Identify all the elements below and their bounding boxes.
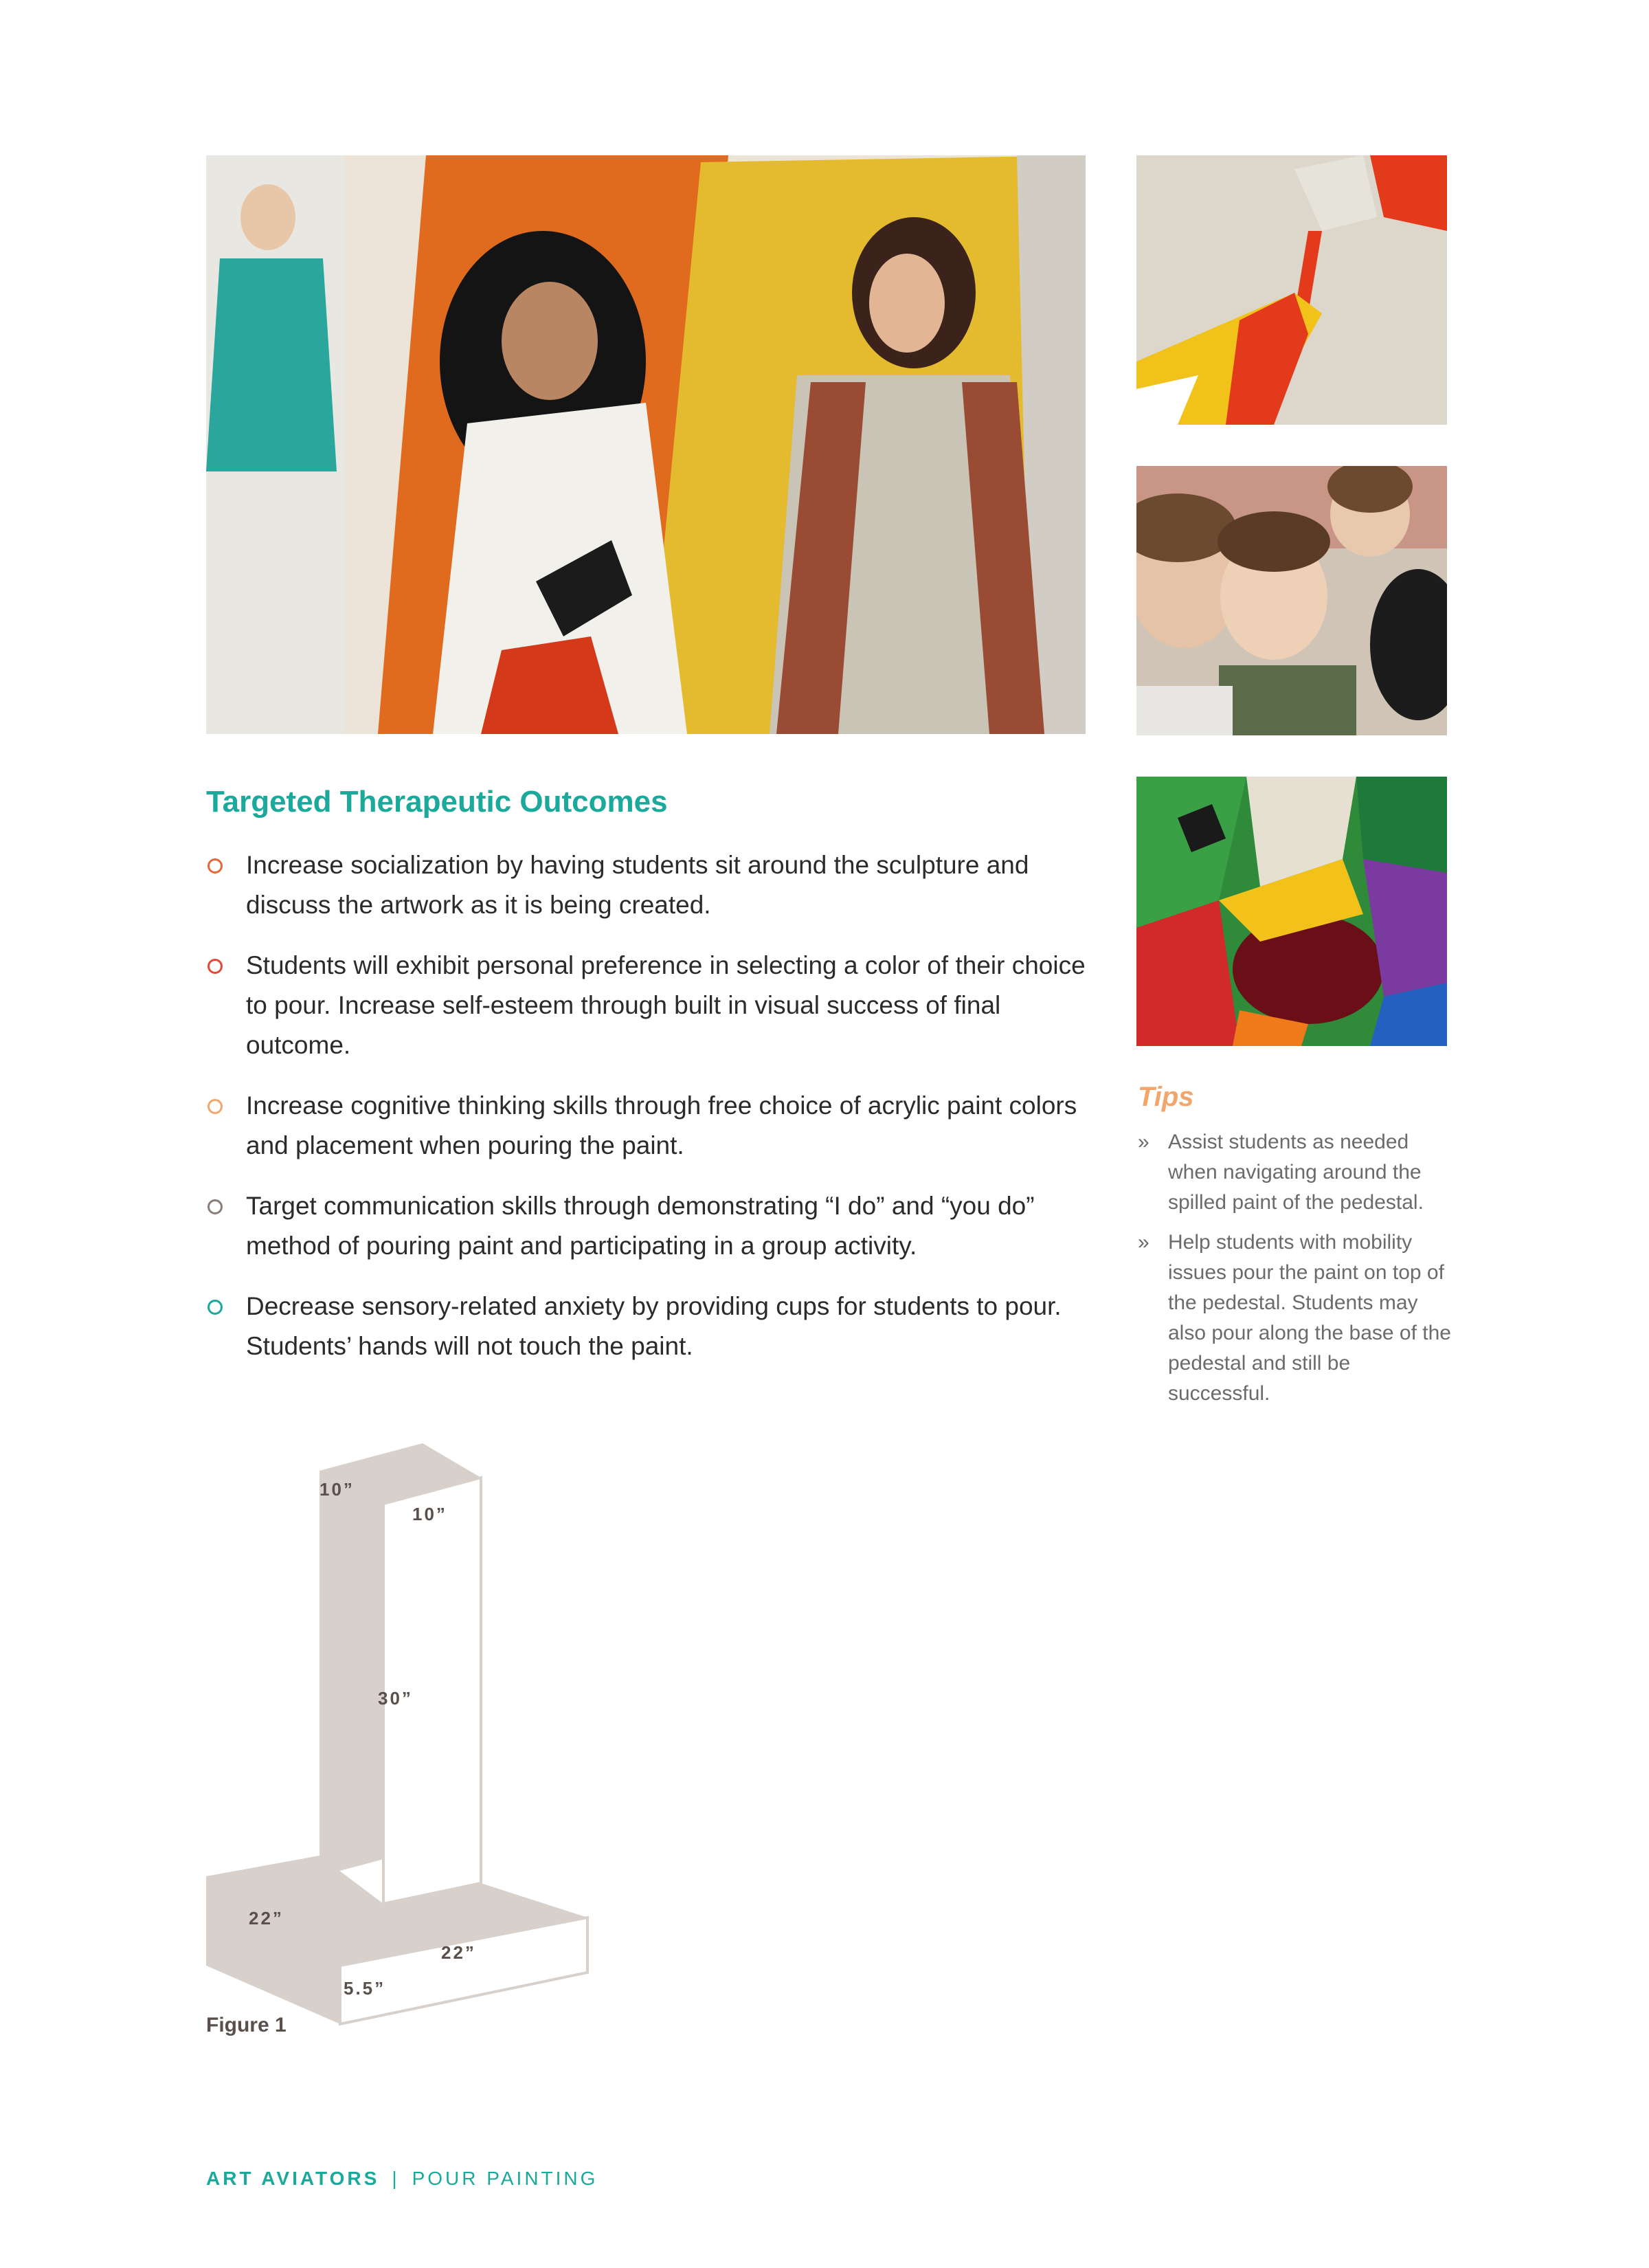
- outcome-text: Decrease sensory-related anxiety by providing cups for students to pour. Students’ hands will not touch the paint.: [246, 1292, 1062, 1360]
- outcome-text: Increase cognitive thinking skills through free choice of acrylic paint colors and placement when pouring the paint.: [246, 1091, 1077, 1159]
- dim-base-width: 22”: [441, 1942, 476, 1963]
- outcomes-title: Targeted Therapeutic Outcomes: [206, 785, 668, 819]
- chevron-bullet-icon: »: [1138, 1231, 1149, 1254]
- circle-bullet-icon: [207, 1199, 223, 1214]
- chevron-bullet-icon: »: [1138, 1131, 1149, 1153]
- pour-photo: [1136, 155, 1447, 425]
- footer-brand: ART AVIATORS: [206, 2168, 380, 2189]
- dim-column-depth: 10”: [319, 1479, 355, 1500]
- paint-photo-image: [1136, 777, 1447, 1046]
- outcome-item: [206, 1086, 1099, 1166]
- tips-list: [1138, 1127, 1454, 1419]
- dim-column-width: 10”: [412, 1504, 447, 1524]
- tips-title: Tips: [1138, 1082, 1194, 1112]
- outcomes-list: [206, 845, 1099, 1387]
- footer-section: POUR PAINTING: [412, 2168, 598, 2189]
- circle-bullet-icon: [207, 858, 223, 874]
- dim-base-depth: 22”: [249, 1908, 284, 1928]
- circle-bullet-icon: [207, 1300, 223, 1315]
- outcome-text: Students will exhibit personal preference in selecting a color of their choice to pour. Increase self-esteem through built in visual success of final outcome.: [246, 951, 1086, 1059]
- outcome-item: [206, 845, 1099, 925]
- figure-caption: Figure 1: [206, 2014, 287, 2036]
- page-footer: [206, 2168, 598, 2190]
- dim-column-height: 30”: [378, 1688, 413, 1709]
- outcome-item: [206, 946, 1099, 1065]
- tip-item: [1138, 1227, 1454, 1409]
- footer-separator: |: [392, 2168, 400, 2189]
- pour-photo-image: [1136, 155, 1447, 425]
- circle-bullet-icon: [207, 959, 223, 974]
- main-photo-image: [206, 155, 1086, 734]
- dim-base-height: 5.5”: [344, 1978, 386, 1999]
- pedestal-diagram: [206, 1443, 632, 2027]
- students-photo: [1136, 466, 1447, 735]
- students-photo-image: [1136, 466, 1447, 735]
- tip-item: [1138, 1127, 1454, 1218]
- outcome-text: Increase socialization by having students sit around the sculpture and discuss the artwork as it is being created.: [246, 851, 1029, 919]
- outcome-item: [206, 1186, 1099, 1266]
- paint-photo: [1136, 777, 1447, 1046]
- main-photo: [206, 155, 1086, 734]
- tip-text: Help students with mobility issues pour the paint on top of the pedestal. Students may also pour along the base of the pedestal and still be successful.: [1168, 1231, 1451, 1405]
- tip-text: Assist students as needed when navigating around the spilled paint of the pedestal.: [1168, 1131, 1424, 1214]
- outcome-text: Target communication skills through demonstrating “I do” and “you do” method of pouring paint and participating in a group activity.: [246, 1192, 1035, 1260]
- circle-bullet-icon: [207, 1099, 223, 1114]
- outcome-item: [206, 1287, 1099, 1366]
